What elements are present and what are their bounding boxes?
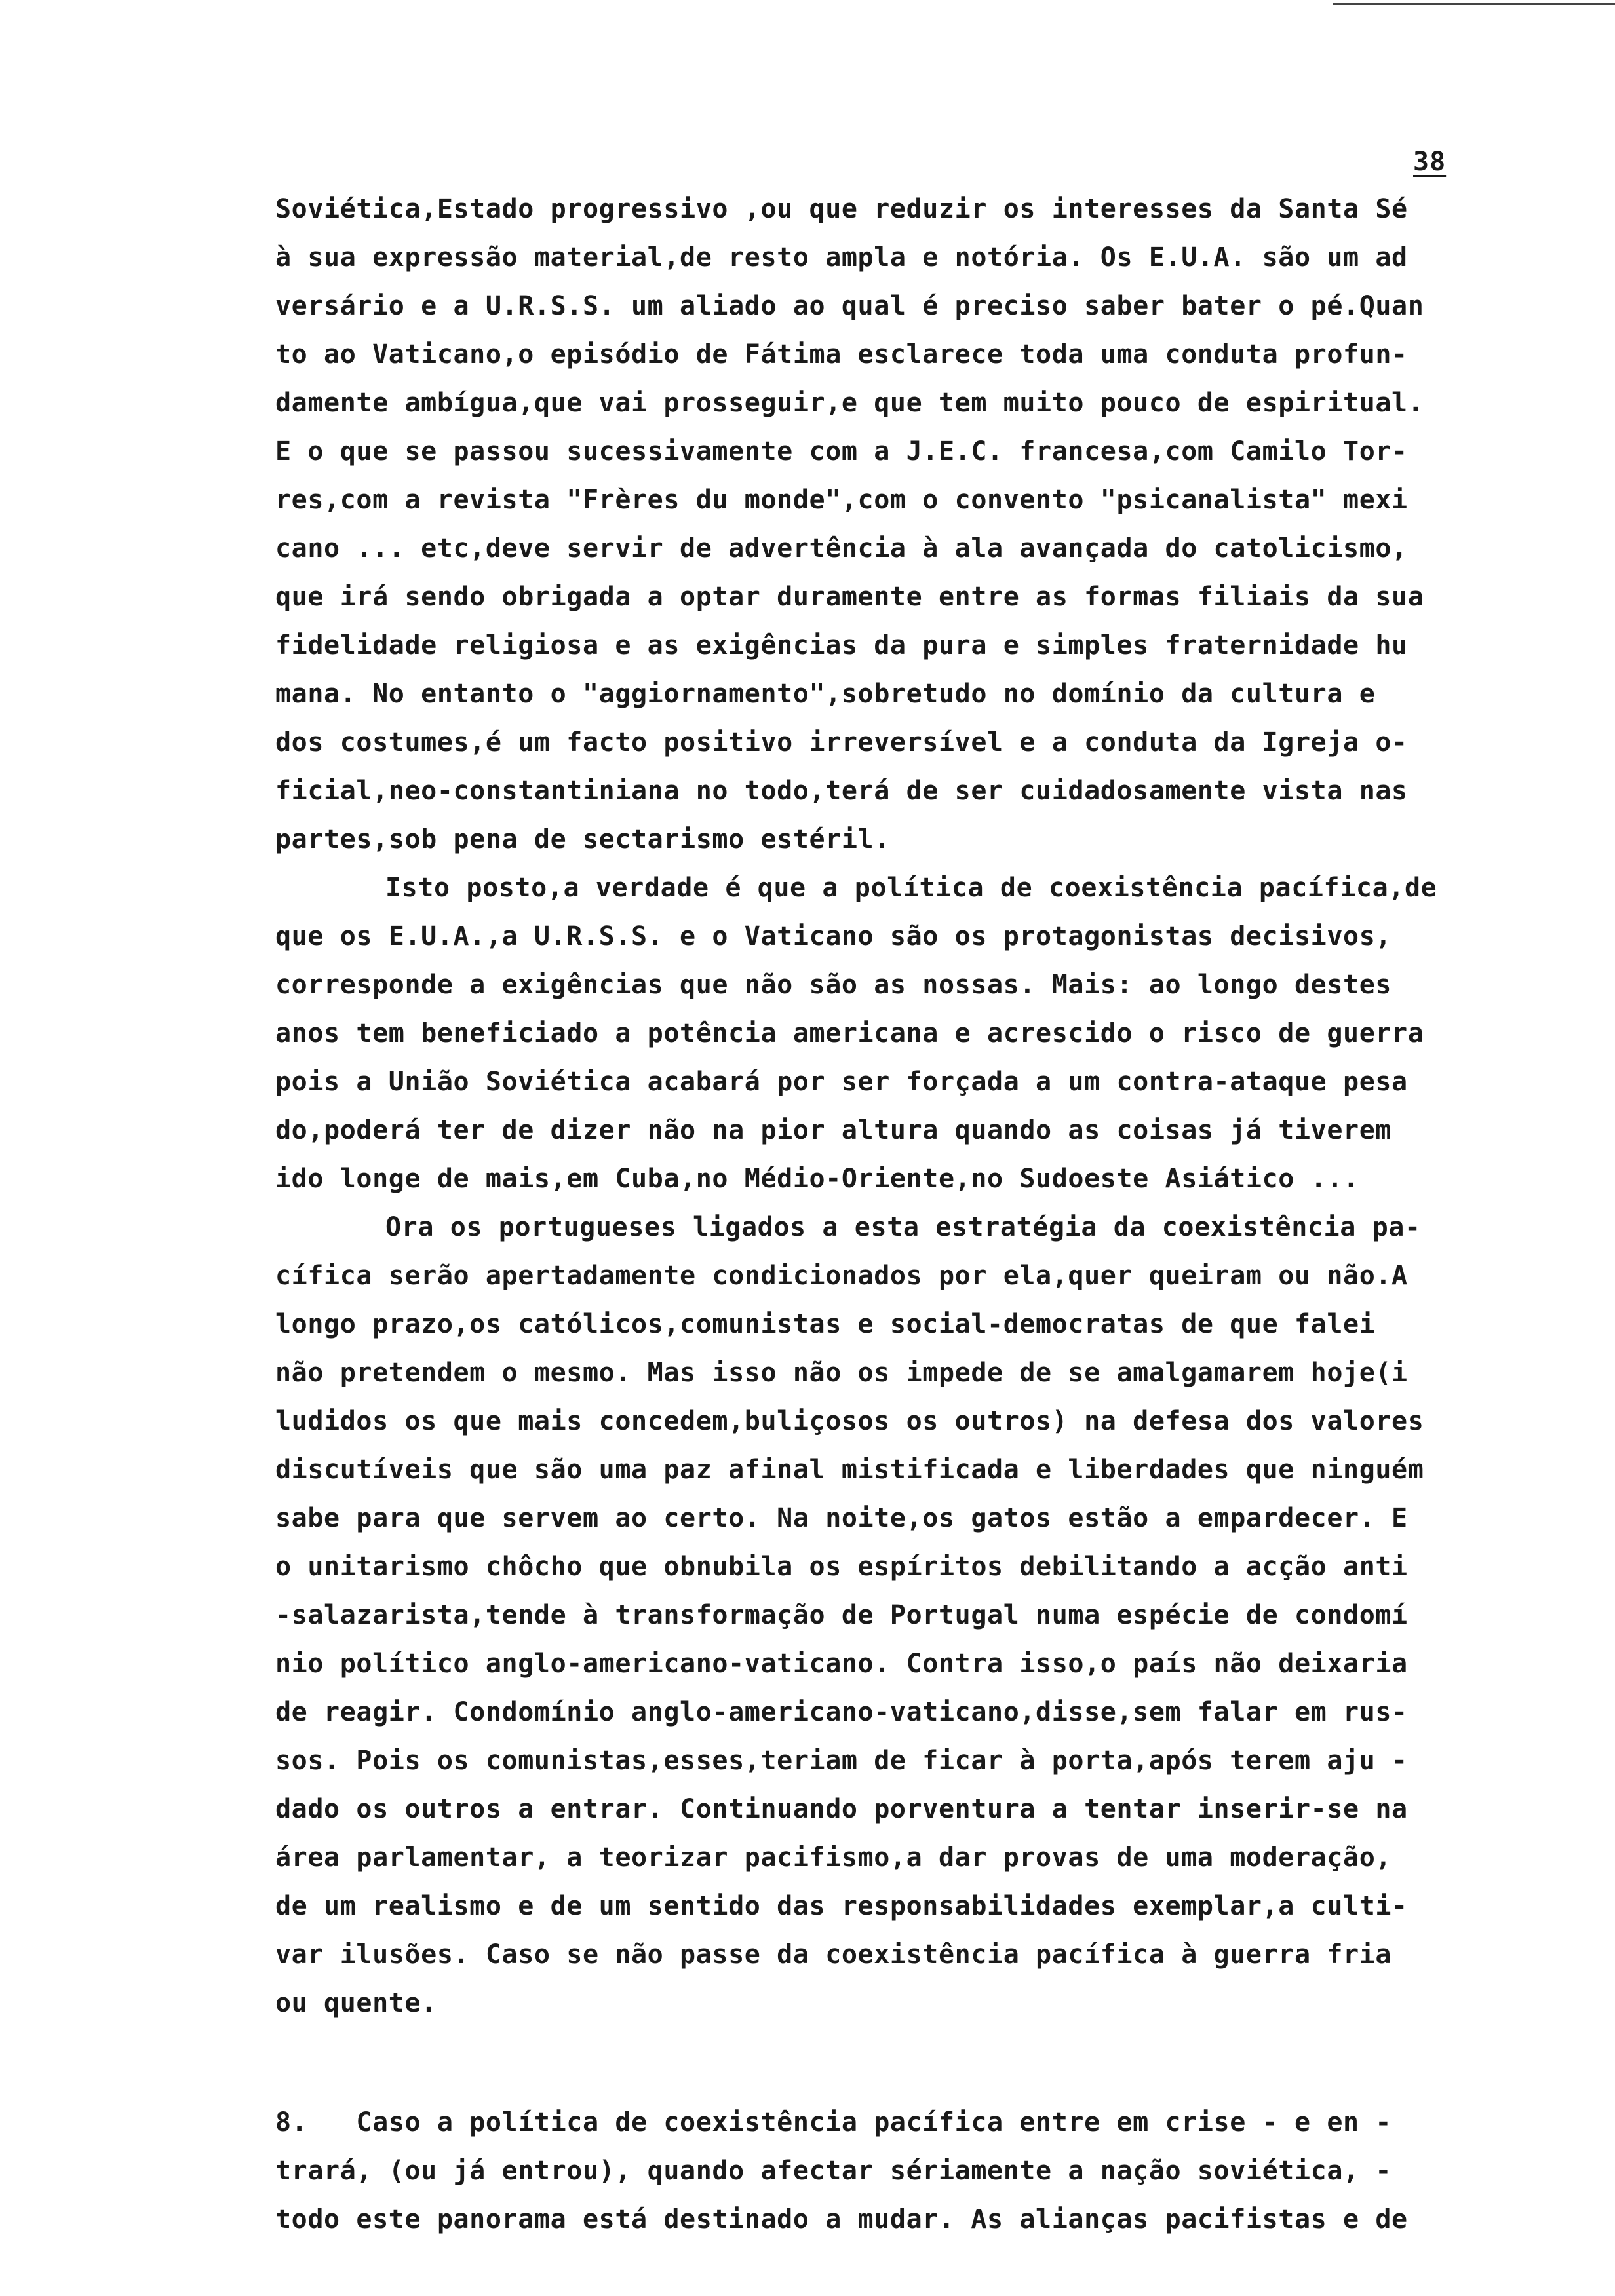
text-line: de reagir. Condomínio anglo-americano-vaticano,disse,sem falar em rus- (275, 1697, 1408, 1727)
section-8-line: todo este panorama está destinado a mudar. As alianças pacifistas e de (275, 2204, 1408, 2234)
text-line: que os E.U.A.,a U.R.S.S. e o Vaticano são os protagonistas decisivos, (275, 921, 1392, 951)
text-line: não pretendem o mesmo. Mas isso não os impede de se amalgamarem hoje(i (275, 1358, 1408, 1388)
text-line: ou quente. (275, 1988, 437, 2018)
top-edge-rule (1333, 3, 1615, 5)
text-line: versário e a U.R.S.S. um aliado ao qual é preciso saber bater o pé.Quan (275, 291, 1424, 321)
section-8-line: trará, (ou já entrou), quando afectar sériamente a nação soviética, - (275, 2156, 1392, 2186)
section-8 (275, 2098, 1540, 2244)
text-line: mana. No entanto o "aggiornamento",sobretudo no domínio da cultura e (275, 679, 1376, 709)
text-line: que irá sendo obrigada a optar duramente entre as formas filiais da sua (275, 582, 1424, 612)
text-line: to ao Vaticano,o episódio de Fátima esclarece toda uma conduta profun- (275, 339, 1408, 370)
paragraph-start-line: Ora os portugueses ligados a esta estratégia da coexistência pa- (385, 1212, 1421, 1242)
text-line: longo prazo,os católicos,comunistas e social-democratas de que falei (275, 1309, 1376, 1339)
section-8-line: 8. Caso a política de coexistência pacífica entre em crise - e en - (275, 2107, 1392, 2137)
text-line: do,poderá ter de dizer não na pior altura quando as coisas já tiverem (275, 1115, 1392, 1145)
text-line: dado os outros a entrar. Continuando porventura a tentar inserir-se na (275, 1794, 1408, 1824)
text-line: cífica serão apertadamente condicionados por ela,quer queiram ou não.A (275, 1261, 1408, 1291)
text-line: ficial,neo-constantiniana no todo,terá de ser cuidadosamente vista nas (275, 776, 1408, 806)
text-line: pois a União Soviética acabará por ser forçada a um contra-ataque pesa (275, 1067, 1408, 1097)
text-line: discutíveis que são uma paz afinal mistificada e liberdades que ninguém (275, 1455, 1424, 1485)
text-line: nio político anglo-americano-vaticano. Contra isso,o país não deixaria (275, 1649, 1408, 1679)
text-line: E o que se passou sucessivamente com a J.E.C. francesa,com Camilo Tor- (275, 436, 1408, 467)
text-line: área parlamentar, a teorizar pacifismo,a dar provas de uma moderação, (275, 1843, 1392, 1873)
page-number: 38 (1413, 147, 1447, 177)
text-line: partes,sob pena de sectarismo estéril. (275, 824, 890, 854)
text-line: res,com a revista "Frères du monde",com o convento "psicanalista" mexi (275, 485, 1408, 515)
text-line: de um realismo e de um sentido das responsabilidades exemplar,a culti- (275, 1891, 1408, 1921)
text-line: dos costumes,é um facto positivo irreversível e a conduta da Igreja o- (275, 727, 1408, 757)
text-line: à sua expressão material,de resto ampla e notória. Os E.U.A. são um ad (275, 242, 1408, 273)
text-line: anos tem beneficiado a potência americana e acrescido o risco de guerra (275, 1018, 1424, 1048)
text-line: Soviética,Estado progressivo ,ou que reduzir os interesses da Santa Sé (275, 194, 1408, 224)
text-line: var ilusões. Caso se não passe da coexistência pacífica à guerra fria (275, 1940, 1392, 1970)
text-line: damente ambígua,que vai prosseguir,e que tem muito pouco de espiritual. (275, 388, 1424, 418)
body-text (275, 185, 1540, 2027)
text-line: cano ... etc,deve servir de advertência à ala avançada do catolicismo, (275, 533, 1408, 564)
text-line: o unitarismo chôcho que obnubila os espíritos debilitando a acção anti (275, 1552, 1408, 1582)
text-line: ido longe de mais,em Cuba,no Médio-Oriente,no Sudoeste Asiático ... (275, 1164, 1359, 1194)
text-line: sabe para que servem ao certo. Na noite,os gatos estão a empardecer. E (275, 1503, 1408, 1533)
text-line: corresponde a exigências que não são as nossas. Mais: ao longo destes (275, 970, 1392, 1000)
paragraph-start-line: Isto posto,a verdade é que a política de coexistência pacífica,de (385, 873, 1437, 903)
text-line: -salazarista,tende à transformação de Portugal numa espécie de condomí (275, 1600, 1408, 1630)
text-line: sos. Pois os comunistas,esses,teriam de ficar à porta,após terem aju - (275, 1746, 1408, 1776)
text-line: fidelidade religiosa e as exigências da pura e simples fraternidade hu (275, 630, 1408, 660)
text-line: ludidos os que mais concedem,buliçosos os outros) na defesa dos valores (275, 1406, 1424, 1436)
